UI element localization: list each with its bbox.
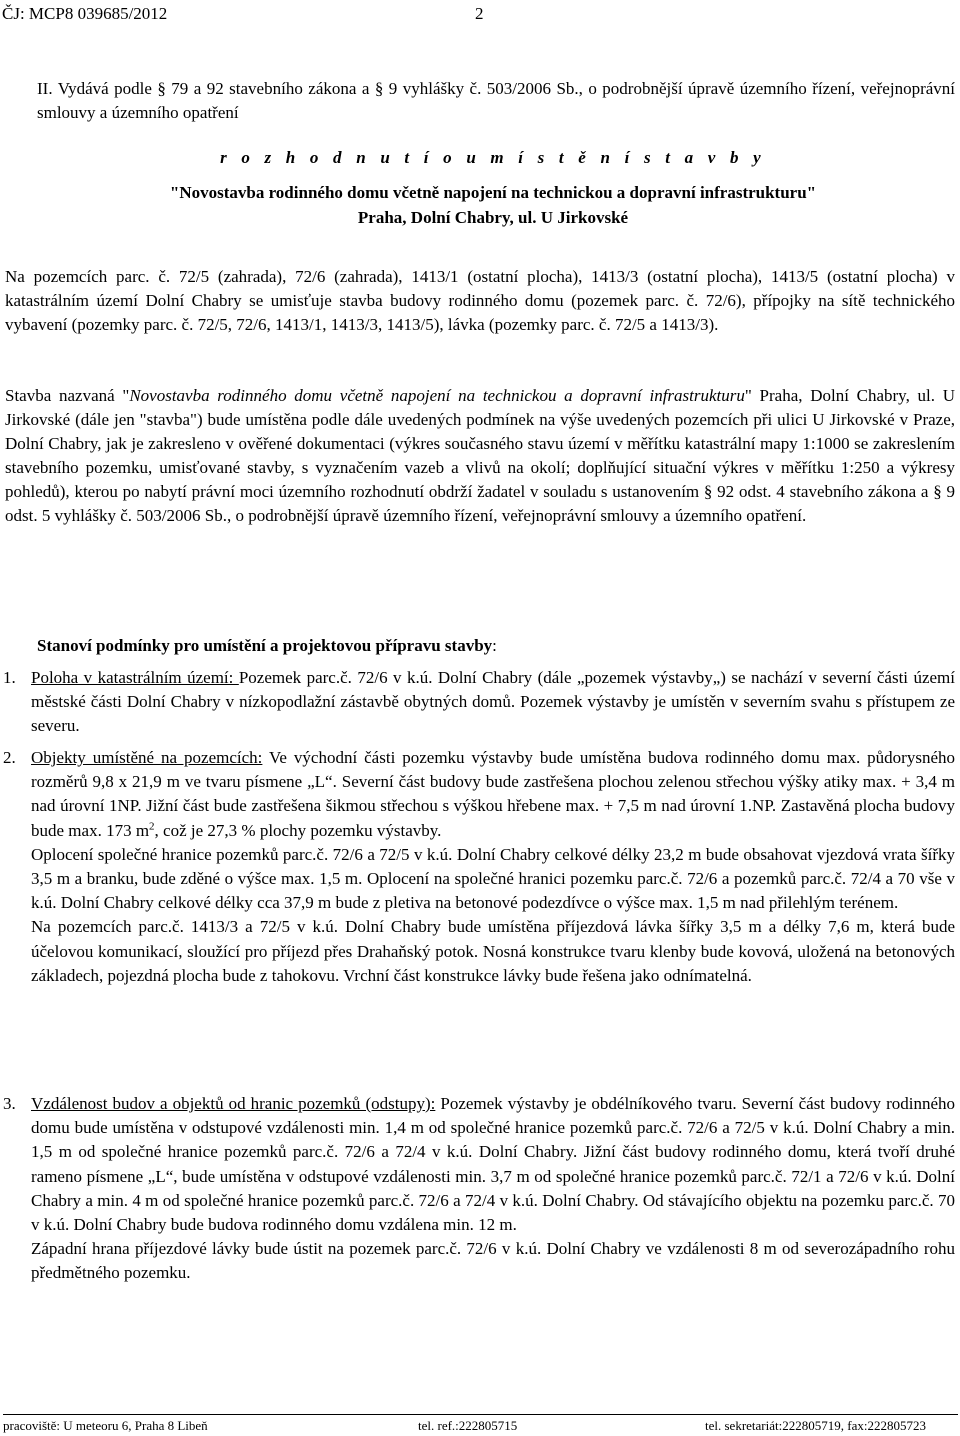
conditions-heading-colon: : <box>492 636 497 655</box>
paragraph-parcels: Na pozemcích parc. č. 72/5 (zahrada), 72/6 (zahrada), 1413/1 (ostatní plocha), 1413/3 (ostatní plocha), 1413/5 (ostatní plocha) v katastrálním území Dolní Chabry se umisťuje stavba budovy rodinného domu (pozemek parc. č. 72/6), přípojky na sítě technického vybavení (pozemky parc. č. 72/5, 72/6, 1413/1, 1413/3, 1413/5), lávka (pozemky parc. č. 72/5 a 1413/3). <box>5 267 955 334</box>
condition-item-3 <box>3 1092 955 1286</box>
condition-item-text: Pozemek parc.č. 72/6 v k.ú. Dolní Chabry (dále „pozemek výstavby„) se nachází v severní části území městské části Dolní Chabry v nízkopodlažní zástavbě obytných domů. Pozemek výstavby je umístěn v severním svahu s přístupem ze severu. <box>31 668 956 736</box>
superscript: 2 <box>149 819 155 832</box>
placement-project-name: Novostavba rodinného domu včetně napojení na technickou a dopravní infrastrukturu <box>129 386 745 405</box>
condition-item-label: Poloha v katastrálním území: <box>31 668 239 687</box>
placement-text: " Praha, Dolní Chabry, ul. U Jirkovské (dále jen "stavba") bude umístěna podle dále uvedených podmínek na výše uvedených pozemcích při ulici U Jirkovské v Praze, Dolní Chabry, jak je zakresleno v ověřené dokumentaci (výkres současného stavu území v měřítku katastrální mapy 1:1000 se zakreslením stavebního pozemku, umisťované stavby, s vyznačením vazeb a vlivů na okolí; doplňující situační výkres v měřítku 1:250 a výkresy pohledů), kterou po nabytí právní moci územního rozhodnutí obdrží žadatel v souladu s ustanovením § 92 odst. 4 stavebního zákona a § 9 odst. 5 vyhlášky č. 503/2006 Sb., o podrobnější úpravě územního řízení, veřejnoprávní smlouvy a územního opatření. <box>5 386 956 525</box>
condition-item-number: 3. <box>3 1094 16 1113</box>
footer-address: pracoviště: U meteoru 6, Praha 8 Libeň <box>3 1418 208 1433</box>
condition-item-number: 2. <box>3 748 16 767</box>
placement-lead: Stavba nazvaná " <box>5 386 130 405</box>
condition-item-bridge-paragraph: Na pozemcích parc.č. 1413/3 a 72/5 v k.ú. Dolní Chabry bude umístěna příjezdová lávka šířky 3,5 m a délky 7,6 m, která bude účelovou komunikací, sloužící pro příjezd přes Drahaňský potok. Nosná konstrukce tvaru klenby bude kovová, uložená na betonových základech, pojezdná plocha bude z tahokovu. Vrchní část konstrukce lávky bude řešena jako odnímatelná. <box>31 917 955 985</box>
conditions-heading-text: Stanoví podmínky pro umístění a projektovou přípravu stavby <box>37 636 493 655</box>
condition-item-fence-paragraph: Oplocení společné hranice pozemků parc.č. 72/6 a 72/5 v k.ú. Dolní Chabry celkové délky 23,2 m bude obsahovat vjezdová vrata šířky 3,5 m a branku, bude zděné o výšce max. 1,5 m. Oplocení na společné hranici pozemku parc.č. 72/6 a pozemků parc.č. 72/4 a 70 vše v k.ú. Dolní Chabry celkové délky cca 37,9 m bude z pletiva na betonové podezdívce o výšce max. 1,5 m nad přilehlým terénem. <box>31 844 955 913</box>
condition-item-label: Objekty umístěné na pozemcích: <box>31 748 263 767</box>
page-footer <box>3 1414 958 1436</box>
page-number: 2 <box>475 4 484 23</box>
condition-item-bridge-edge-paragraph: Západní hrana příjezdové lávky bude ústit na pozemek parc.č. 72/6 v k.ú. Dolní Chabry ve vzdálenosti 8 m od severozápadního rohu předmětného pozemku. <box>31 1239 955 1283</box>
paragraph-placement <box>5 384 955 528</box>
section-ii-text: II. Vydává podle § 79 a 92 stavebního zákona a § 9 vyhlášky č. 503/2006 Sb., o podrobnější úpravě územního řízení, veřejnoprávní smlouvy a územního opatření <box>37 79 955 122</box>
condition-item-2 <box>3 746 955 988</box>
document-id: ČJ: MCP8 039685/2012 <box>2 4 168 23</box>
condition-item-number: 1. <box>3 668 16 687</box>
project-location: Praha, Dolní Chabry, ul. U Jirkovské <box>357 208 629 227</box>
condition-item-text-after: , což je 27,3 % plochy pozemku výstavby. <box>154 820 442 840</box>
condition-item-label: Vzdálenost budov a objektů od hranic pozemků (odstupy): <box>31 1094 436 1113</box>
conditions-heading <box>37 634 937 658</box>
condition-item-text: Pozemek výstavby je obdélníkového tvaru. Severní část budovy rodinného domu bude umístěna v odstupové vzdálenosti min. 1,4 m od společné hranice pozemků parc.č. 72/6 a 72/5 v k.ú. Dolní Chabry a min. 1,5 m od společné hranice pozemků parc.č. 72/6 a 72/4 v k.ú. Dolní Chabry. Jižní část budovy rodinného domu, která tvoří druhé rameno písmene „L“, bude umístěna v odstupové vzdálenosti min. 3,7 m od společné hranice pozemků parc.č. 72/1 a 72/6 v k.ú. Dolní Chabry a min. 4 m od společné hranice pozemků parc.č. 72/6 a 72/4 v k.ú. Dolní Chabry. Od stávajícího objektu na pozemku parc.č. 70 v k.ú. Dolní Chabry bude budova rodinného domu vzdálena min. 12 m. <box>31 1094 956 1235</box>
condition-item-text: Ve východní části pozemku výstavby bude umístěna budova rodinného domu max. půdorysného rozměrů 9,8 x 21,9 m ve tvaru písmene „L“. Severní část budovy bude zastřešena plochou zelenou střechou výšky atiky max. + 3,4 m nad úrovní 1NP. Jižní část bude zastřešena šikmou střechou s výškou hřebene max. + 7,5 m nad úrovní 1.NP. Zastavěná plocha budovy bude max. 173 m <box>31 748 955 840</box>
condition-item-1 <box>3 666 955 739</box>
section-ii-intro <box>37 77 955 125</box>
decision-heading: r o z h o d n u t í o u m í s t ě n í s t a v b y <box>220 148 766 167</box>
footer-tel-ref: tel. ref.:222805715 <box>418 1418 518 1433</box>
footer-tel-secretariat: tel. sekretariát:222805719, fax:222805723 <box>705 1418 926 1433</box>
project-title: "Novostavba rodinného domu včetně napojení na technickou a dopravní infrastrukturu" <box>169 183 817 202</box>
